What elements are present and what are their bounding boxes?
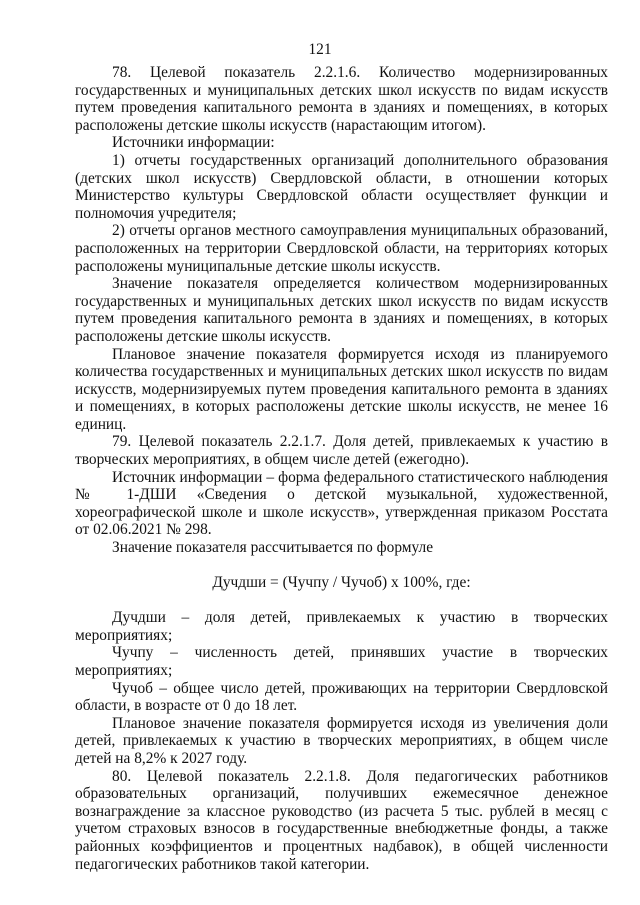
paragraph-formula-intro: Значение показателя рассчитывается по формуле: [112, 539, 434, 557]
paragraph-indicator-80: 80. Целевой показатель 2.2.1.8. Доля педагогических работников образовательных организаций, получивших ежемесячное денежное вознаграждение за классное руководство (из расчета 5 тыс. рублей в месяц с учетом страховых взносов в государственные внебюджетные фонды, а также районных коэффициентов и процентных надбавок), в общей численности педагогических работников такой категории.: [75, 767, 608, 873]
paragraph-sources-heading: Источники информации:: [112, 134, 275, 152]
paragraph-variable-chuchpu: Чучпу – численность детей, принявших участие в творческих мероприятиях;: [75, 644, 608, 679]
document-body: [75, 64, 608, 873]
paragraph-planned-value-78: Плановое значение показателя формируется исходя из планируемого количества государственных и муниципальных детских школ искусств по видам искусств, модернизируемых путем проведения капитального ремонта в зданиях и помещениях, в которых расположены детские школы искусств, не менее 16 единиц.: [75, 345, 608, 433]
paragraph-variable-chuchob: Чучоб – общее число детей, проживающих на территории Свердловской области, в возрасте от 0 до 18 лет.: [75, 679, 608, 715]
paragraph-source-1: 1) отчеты государственных организаций дополнительного образования (детских школ искусств) Свердловской области, в отношении которых Министерство культуры Свердловской области осуществляет функции и полномочия учредителя;: [75, 151, 608, 222]
paragraph-source-79: Источник информации – форма федерального статистического наблюдения № 1-ДШИ «Сведения о детской музыкальной, художественной, хореографической школе и школе искусств», утвержденная приказом Росстата от 02.06.2021 № 298.: [75, 468, 608, 539]
paragraph-indicator-79: 79. Целевой показатель 2.2.1.7. Доля детей, привлекаемых к участию в творческих мероприятиях, в общем числе детей (ежегодно).: [75, 433, 608, 469]
paragraph-indicator-78: 78. Целевой показатель 2.2.1.6. Количество модернизированных государственных и муниципальных детских школ искусств по видам искусств путем проведения капитального ремонта в зданиях и помещениях, в которых расположены детские школы искусств (нарастающим итогом).: [75, 64, 608, 134]
paragraph-planned-value-79: Плановое значение показателя формируется исходя из увеличения доли детей, привлекаемых к участию в творческих мероприятиях, в общем числе детей на 8,2% к 2027 году.: [75, 714, 608, 767]
page-number: 121: [308, 41, 332, 58]
paragraph-source-2: 2) отчеты органов местного самоуправления муниципальных образований, расположенных на территории Свердловской области, на территориях которых расположены муниципальные детские школы искусств.: [75, 222, 608, 275]
paragraph-variable-duchdshi: Дучдши – доля детей, привлекаемых к участию в творческих мероприятиях;: [75, 609, 608, 644]
formula: Дучдши = (Чучпу / Чучоб) х 100%, где:: [212, 573, 471, 591]
paragraph-value-definition: Значение показателя определяется количеством модернизированных государственных и муниципальных детских школ искусств по видам искусств путем проведения капитального ремонта в зданиях и помещениях, в которых расположены детские школы искусств.: [75, 275, 608, 345]
